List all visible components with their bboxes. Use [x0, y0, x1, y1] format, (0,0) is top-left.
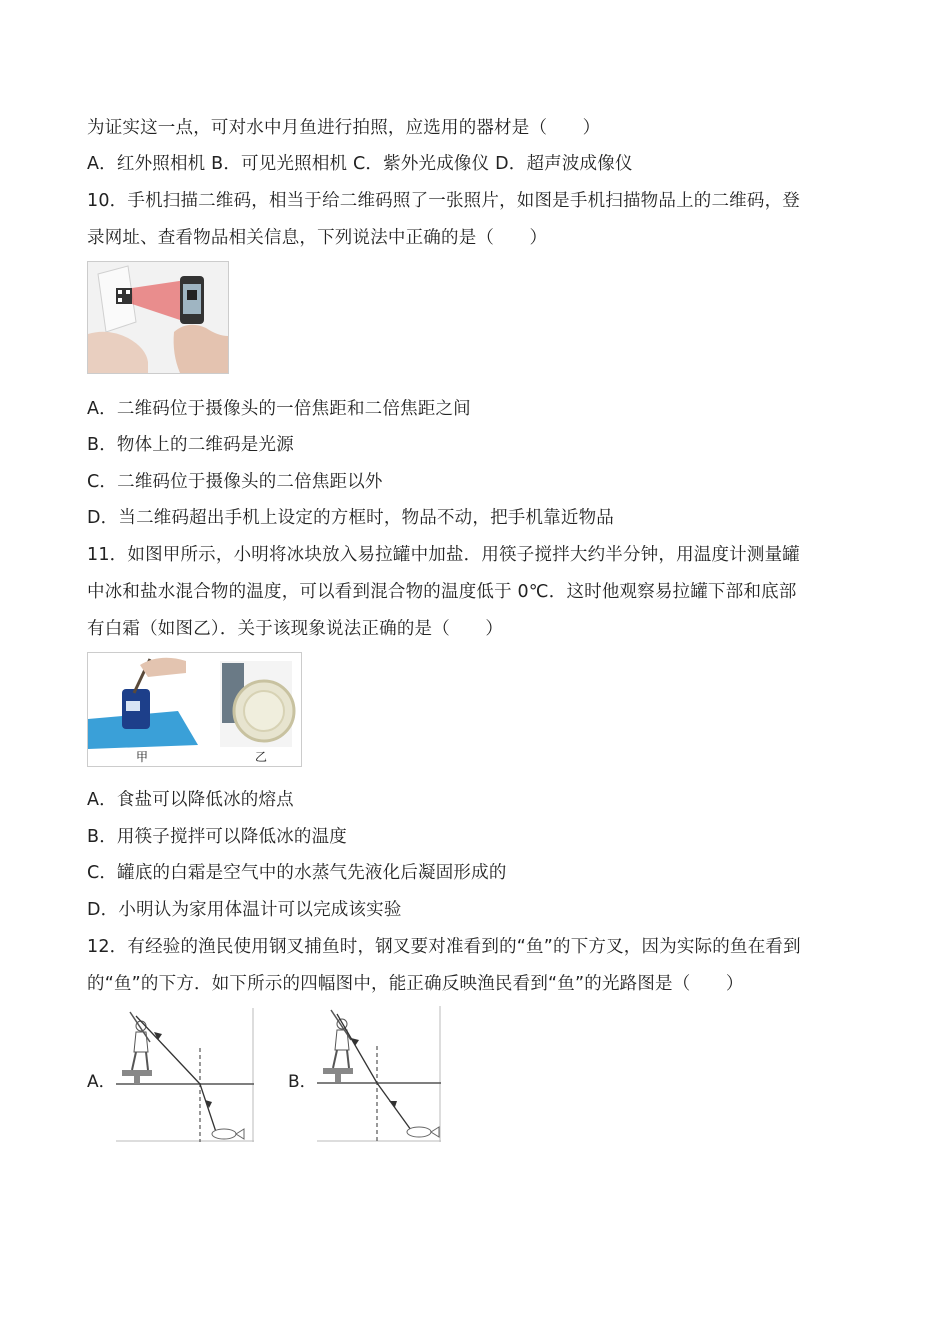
- ice-can-illustration: [88, 653, 301, 749]
- q11-stem-line3: 有白霜（如图乙）．关于该现象说法正确的是（ ）: [87, 619, 504, 639]
- q10-option-d: D．当二维码超出手机上设定的方框时，物品不动，把手机靠近物品: [87, 508, 614, 528]
- fisherman-icon: [122, 1012, 152, 1084]
- q11-option-a: A．食盐可以降低冰的熔点: [87, 790, 294, 810]
- q10-option-a: A．二维码位于摄像头的一倍焦距和二倍焦距之间: [87, 399, 471, 419]
- q12-stem-line2: 的“鱼”的下方．如下所示的四幅图中，能正确反映渔民看到“鱼”的光路图是（ ）: [87, 974, 744, 994]
- q10-stem-line2: 录网址、查看物品相关信息，下列说法中正确的是（ ）: [87, 228, 548, 248]
- q11-option-b: B．用筷子搅拌可以降低冰的温度: [87, 827, 348, 847]
- q9-options-line: A．红外照相机 B．可见光照相机 C．紫外光成像仪 D．超声波成像仪: [87, 154, 633, 174]
- ice-can-figure: [87, 652, 302, 767]
- q11-option-d: D．小明认为家用体温计可以完成该实验: [87, 900, 402, 920]
- q12-option-b-figure: [317, 1006, 441, 1142]
- q12-option-a-figure: [116, 1008, 254, 1142]
- q10-stem-line1: 10．手机扫描二维码，相当于给二维码照了一张照片，如图是手机扫描物品上的二维码，登: [87, 191, 800, 211]
- fish-icon: [407, 1127, 431, 1137]
- q11-stem-line2: 中冰和盐水混合物的温度，可以看到混合物的温度低于 0℃．这时他观察易拉罐下部和底部: [87, 582, 797, 602]
- q12-option-b-label: B．: [288, 1072, 317, 1092]
- figure-label-jia: 甲: [136, 750, 149, 764]
- q10-option-b: B．物体上的二维码是光源: [87, 435, 294, 455]
- incident-ray: [200, 1084, 216, 1132]
- qr-scan-figure: [87, 261, 229, 374]
- q9-stem-line1: 为证实这一点，可对水中月鱼进行拍照，应选用的器材是（ ）: [87, 118, 601, 138]
- q12-option-a-label: A．: [87, 1072, 116, 1092]
- light-path-diagram-a: [116, 1008, 254, 1142]
- fisherman-icon: [323, 1010, 353, 1082]
- q12-stem-line1: 12．有经验的渔民使用钢叉捕鱼时，钢叉要对准看到的“鱼”的下方叉，因为实际的鱼在看到: [87, 937, 801, 957]
- q11-stem-line1: 11．如图甲所示，小明将冰块放入易拉罐中加盐．用筷子搅拌大约半分钟，用温度计测量罐: [87, 545, 800, 565]
- incident-ray: [377, 1083, 411, 1130]
- q10-option-c: C．二维码位于摄像头的二倍焦距以外: [87, 472, 383, 492]
- qr-scan-illustration: [88, 262, 228, 373]
- fish-icon: [212, 1129, 236, 1139]
- light-path-diagram-b: [317, 1006, 441, 1142]
- q11-option-c: C．罐底的白霜是空气中的水蒸气先液化后凝固形成的: [87, 863, 507, 883]
- figure-label-yi: 乙: [255, 750, 268, 764]
